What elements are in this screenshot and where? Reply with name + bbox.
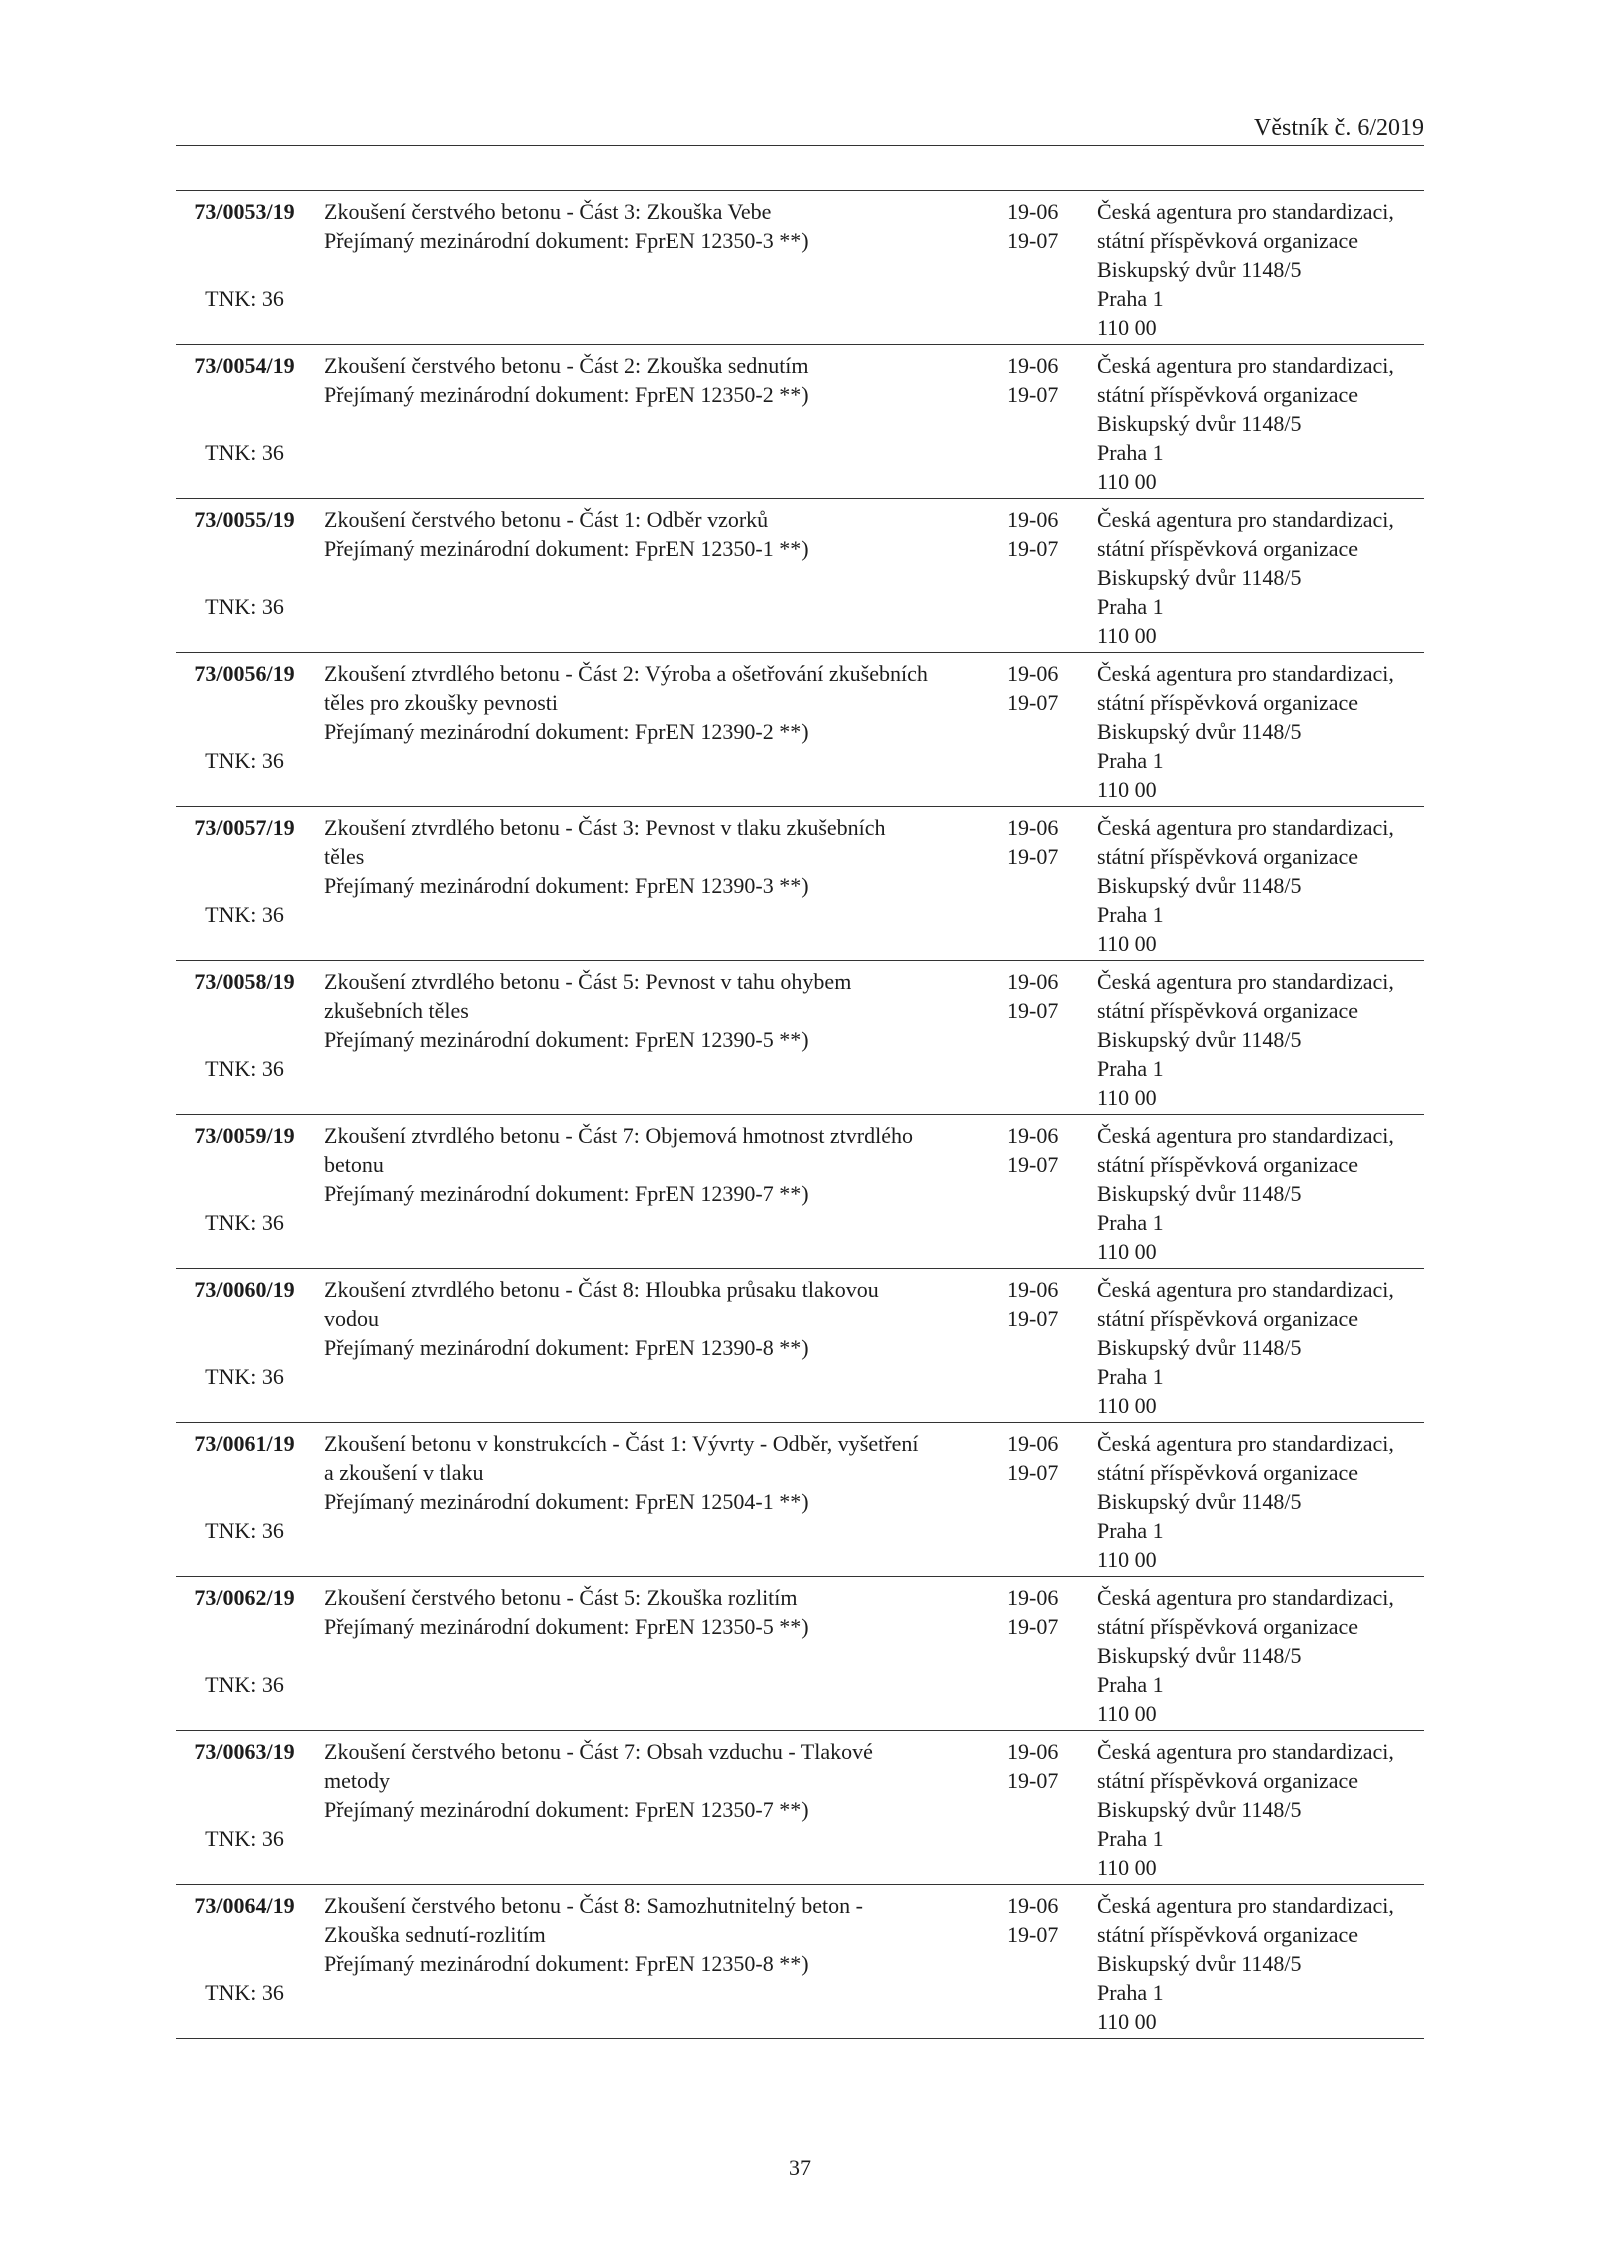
entry-title-line: těles bbox=[324, 844, 365, 869]
organization-line: státní příspěvková organizace bbox=[1097, 228, 1359, 253]
entry-title-line: vodou bbox=[324, 1306, 379, 1331]
entry-date: 19-06 bbox=[1007, 1123, 1059, 1148]
organization-line: Praha 1 bbox=[1097, 902, 1164, 927]
organization-line: Česká agentura pro standardizaci, bbox=[1097, 1893, 1394, 1918]
table-row bbox=[176, 961, 1424, 1115]
organization-line: Česká agentura pro standardizaci, bbox=[1097, 1431, 1394, 1456]
entry-date: 19-07 bbox=[1007, 1152, 1059, 1177]
entry-dates bbox=[1007, 1583, 1058, 1641]
entry-organization bbox=[1097, 967, 1394, 1112]
table-row bbox=[176, 653, 1424, 807]
entry-number: 73/0059/19 bbox=[194, 1123, 295, 1148]
entry-adopted-document: Přejímaný mezinárodní dokument: FprEN 12390-7 **) bbox=[324, 1181, 809, 1206]
entry-title-line: Zkoušení ztvrdlého betonu - Část 3: Pevnost v tlaku zkušebních bbox=[324, 815, 886, 840]
organization-line: Praha 1 bbox=[1097, 1980, 1164, 2005]
organization-line: Praha 1 bbox=[1097, 1364, 1164, 1389]
entry-date: 19-06 bbox=[1007, 199, 1059, 224]
entry-dates bbox=[1007, 1891, 1058, 1949]
entry-date: 19-07 bbox=[1007, 1614, 1059, 1639]
entry-title-block bbox=[324, 1737, 873, 1824]
organization-line: Biskupský dvůr 1148/5 bbox=[1097, 411, 1302, 436]
organization-line: 110 00 bbox=[1097, 777, 1157, 802]
entry-title-block bbox=[324, 1429, 918, 1516]
standards-table bbox=[176, 190, 1424, 2039]
entry-organization bbox=[1097, 1737, 1394, 1882]
entry-title-line: Zkoušení betonu v konstrukcích - Část 1: Vývrty - Odběr, vyšetření bbox=[324, 1431, 919, 1456]
entry-adopted-document: Přejímaný mezinárodní dokument: FprEN 12390-2 **) bbox=[324, 719, 809, 744]
organization-line: Česká agentura pro standardizaci, bbox=[1097, 1739, 1394, 1764]
organization-line: 110 00 bbox=[1097, 1085, 1157, 1110]
entry-organization bbox=[1097, 351, 1394, 496]
entry-title-line: Zkoušení čerstvého betonu - Část 7: Obsah vzduchu - Tlakové bbox=[324, 1739, 873, 1764]
organization-line: Biskupský dvůr 1148/5 bbox=[1097, 1797, 1302, 1822]
entry-date: 19-07 bbox=[1007, 844, 1059, 869]
entry-number: 73/0060/19 bbox=[194, 1277, 295, 1302]
table-row bbox=[176, 191, 1424, 345]
entry-date: 19-07 bbox=[1007, 1306, 1059, 1331]
entry-number: 73/0061/19 bbox=[194, 1431, 295, 1456]
table-row bbox=[176, 1885, 1424, 2039]
organization-line: Česká agentura pro standardizaci, bbox=[1097, 353, 1394, 378]
organization-line: Česká agentura pro standardizaci, bbox=[1097, 969, 1394, 994]
entry-adopted-document: Přejímaný mezinárodní dokument: FprEN 12350-2 **) bbox=[324, 382, 809, 407]
entry-title-block bbox=[324, 505, 809, 563]
entry-tnk: TNK: 36 bbox=[205, 1210, 284, 1235]
entry-adopted-document: Přejímaný mezinárodní dokument: FprEN 12350-8 **) bbox=[324, 1951, 809, 1976]
organization-line: Praha 1 bbox=[1097, 440, 1164, 465]
entry-organization bbox=[1097, 813, 1394, 958]
entry-title-block bbox=[324, 813, 886, 900]
entry-number: 73/0057/19 bbox=[194, 815, 295, 840]
organization-line: Praha 1 bbox=[1097, 1518, 1164, 1543]
entry-date: 19-07 bbox=[1007, 382, 1059, 407]
organization-line: Česká agentura pro standardizaci, bbox=[1097, 199, 1394, 224]
organization-line: 110 00 bbox=[1097, 469, 1157, 494]
entry-number: 73/0056/19 bbox=[194, 661, 295, 686]
organization-line: Biskupský dvůr 1148/5 bbox=[1097, 873, 1302, 898]
entry-dates bbox=[1007, 505, 1058, 563]
entry-number: 73/0058/19 bbox=[194, 969, 295, 994]
entry-date: 19-06 bbox=[1007, 1893, 1059, 1918]
organization-line: Praha 1 bbox=[1097, 286, 1164, 311]
entry-dates bbox=[1007, 813, 1058, 871]
organization-line: Biskupský dvůr 1148/5 bbox=[1097, 1335, 1302, 1360]
entry-organization bbox=[1097, 1121, 1394, 1266]
entry-tnk: TNK: 36 bbox=[205, 1056, 284, 1081]
entry-tnk: TNK: 36 bbox=[205, 286, 284, 311]
organization-line: 110 00 bbox=[1097, 1855, 1157, 1880]
entry-title-line: Zkoušení ztvrdlého betonu - Část 8: Hloubka průsaku tlakovou bbox=[324, 1277, 879, 1302]
organization-line: Biskupský dvůr 1148/5 bbox=[1097, 1643, 1302, 1668]
entry-title-block bbox=[324, 1583, 809, 1641]
entry-adopted-document: Přejímaný mezinárodní dokument: FprEN 12350-5 **) bbox=[324, 1614, 809, 1639]
entry-title-line: metody bbox=[324, 1768, 390, 1793]
organization-line: Česká agentura pro standardizaci, bbox=[1097, 1123, 1394, 1148]
organization-line: státní příspěvková organizace bbox=[1097, 1922, 1359, 1947]
entry-adopted-document: Přejímaný mezinárodní dokument: FprEN 12504-1 **) bbox=[324, 1489, 809, 1514]
entry-date: 19-06 bbox=[1007, 1277, 1059, 1302]
organization-line: Praha 1 bbox=[1097, 1210, 1164, 1235]
entry-tnk: TNK: 36 bbox=[205, 440, 284, 465]
entry-title-line: Zkoušení čerstvého betonu - Část 8: Samozhutnitelný beton - bbox=[324, 1893, 863, 1918]
entry-title-line: a zkoušení v tlaku bbox=[324, 1460, 484, 1485]
entry-adopted-document: Přejímaný mezinárodní dokument: FprEN 12350-3 **) bbox=[324, 228, 809, 253]
entry-number: 73/0054/19 bbox=[194, 353, 295, 378]
organization-line: Praha 1 bbox=[1097, 594, 1164, 619]
organization-line: Česká agentura pro standardizaci, bbox=[1097, 661, 1394, 686]
organization-line: Biskupský dvůr 1148/5 bbox=[1097, 1489, 1302, 1514]
entry-title-line: Zkoušení čerstvého betonu - Část 1: Odběr vzorků bbox=[324, 507, 769, 532]
entry-date: 19-06 bbox=[1007, 969, 1059, 994]
entry-tnk: TNK: 36 bbox=[205, 748, 284, 773]
entry-organization bbox=[1097, 1583, 1394, 1728]
entry-title-line: zkušebních těles bbox=[324, 998, 469, 1023]
organization-line: Česká agentura pro standardizaci, bbox=[1097, 1585, 1394, 1610]
entry-adopted-document: Přejímaný mezinárodní dokument: FprEN 12390-5 **) bbox=[324, 1027, 809, 1052]
organization-line: Biskupský dvůr 1148/5 bbox=[1097, 565, 1302, 590]
entry-title-line: těles pro zkoušky pevnosti bbox=[324, 690, 559, 715]
entry-tnk: TNK: 36 bbox=[205, 1364, 284, 1389]
table-row bbox=[176, 499, 1424, 653]
entry-date: 19-07 bbox=[1007, 1768, 1059, 1793]
entry-date: 19-07 bbox=[1007, 1922, 1059, 1947]
table-row bbox=[176, 807, 1424, 961]
entry-date: 19-07 bbox=[1007, 998, 1059, 1023]
organization-line: 110 00 bbox=[1097, 1701, 1157, 1726]
organization-line: Biskupský dvůr 1148/5 bbox=[1097, 1951, 1302, 1976]
entry-organization bbox=[1097, 197, 1394, 342]
entry-title-block bbox=[324, 197, 809, 255]
table-row bbox=[176, 1115, 1424, 1269]
entry-date: 19-06 bbox=[1007, 507, 1059, 532]
entry-organization bbox=[1097, 1429, 1394, 1574]
organization-line: státní příspěvková organizace bbox=[1097, 998, 1359, 1023]
entry-organization bbox=[1097, 1891, 1394, 2036]
journal-header-title: Věstník č. 6/2019 bbox=[1254, 115, 1424, 141]
entry-title-line: Zkoušení čerstvého betonu - Část 2: Zkouška sednutím bbox=[324, 353, 809, 378]
organization-line: Biskupský dvůr 1148/5 bbox=[1097, 257, 1302, 282]
entry-date: 19-06 bbox=[1007, 1739, 1059, 1764]
entry-dates bbox=[1007, 1737, 1058, 1795]
organization-line: státní příspěvková organizace bbox=[1097, 1460, 1359, 1485]
entry-tnk: TNK: 36 bbox=[205, 1826, 284, 1851]
organization-line: Česká agentura pro standardizaci, bbox=[1097, 507, 1394, 532]
organization-line: státní příspěvková organizace bbox=[1097, 1306, 1359, 1331]
entry-title-line: Zkoušení čerstvého betonu - Část 5: Zkouška rozlitím bbox=[324, 1585, 798, 1610]
entry-date: 19-06 bbox=[1007, 1585, 1059, 1610]
entry-date: 19-07 bbox=[1007, 690, 1059, 715]
entry-title-block bbox=[324, 351, 809, 409]
organization-line: Česká agentura pro standardizaci, bbox=[1097, 1277, 1394, 1302]
organization-line: 110 00 bbox=[1097, 1547, 1157, 1572]
entry-dates bbox=[1007, 1275, 1058, 1333]
entry-title-line: Zkoušení ztvrdlého betonu - Část 2: Výroba a ošetřování zkušebních bbox=[324, 661, 928, 686]
entry-tnk: TNK: 36 bbox=[205, 902, 284, 927]
table-row bbox=[176, 1731, 1424, 1885]
table-row bbox=[176, 345, 1424, 499]
entry-date: 19-06 bbox=[1007, 353, 1059, 378]
entry-adopted-document: Přejímaný mezinárodní dokument: FprEN 12390-3 **) bbox=[324, 873, 809, 898]
table-row bbox=[176, 1577, 1424, 1731]
entry-number: 73/0063/19 bbox=[194, 1739, 295, 1764]
page-number: 37 bbox=[789, 2155, 811, 2180]
organization-line: státní příspěvková organizace bbox=[1097, 844, 1359, 869]
entry-date: 19-06 bbox=[1007, 1431, 1059, 1456]
organization-line: Praha 1 bbox=[1097, 748, 1164, 773]
entry-number: 73/0064/19 bbox=[194, 1893, 295, 1918]
organization-line: státní příspěvková organizace bbox=[1097, 1768, 1359, 1793]
organization-line: státní příspěvková organizace bbox=[1097, 382, 1359, 407]
organization-line: 110 00 bbox=[1097, 315, 1157, 340]
entry-number: 73/0062/19 bbox=[194, 1585, 295, 1610]
header-divider bbox=[176, 145, 1424, 146]
organization-line: Biskupský dvůr 1148/5 bbox=[1097, 1181, 1302, 1206]
organization-line: státní příspěvková organizace bbox=[1097, 690, 1359, 715]
entry-date: 19-07 bbox=[1007, 228, 1059, 253]
entry-tnk: TNK: 36 bbox=[205, 1672, 284, 1697]
entry-title-line: Zkoušení ztvrdlého betonu - Část 5: Pevnost v tahu ohybem bbox=[324, 969, 852, 994]
entry-adopted-document: Přejímaný mezinárodní dokument: FprEN 12350-7 **) bbox=[324, 1797, 809, 1822]
entry-organization bbox=[1097, 1275, 1394, 1420]
table-row bbox=[176, 1269, 1424, 1423]
entry-dates bbox=[1007, 659, 1058, 717]
entry-number: 73/0053/19 bbox=[194, 199, 295, 224]
entry-organization bbox=[1097, 659, 1394, 804]
entry-title-block bbox=[324, 659, 928, 746]
organization-line: státní příspěvková organizace bbox=[1097, 1152, 1359, 1177]
entry-dates bbox=[1007, 1121, 1058, 1179]
organization-line: Česká agentura pro standardizaci, bbox=[1097, 815, 1394, 840]
entry-dates bbox=[1007, 197, 1058, 255]
table-row bbox=[176, 1423, 1424, 1577]
organization-line: 110 00 bbox=[1097, 623, 1157, 648]
entry-title-block bbox=[324, 1891, 863, 1978]
organization-line: státní příspěvková organizace bbox=[1097, 1614, 1359, 1639]
entry-title-line: betonu bbox=[324, 1152, 384, 1177]
entry-number: 73/0055/19 bbox=[194, 507, 295, 532]
organization-line: státní příspěvková organizace bbox=[1097, 536, 1359, 561]
entry-title-block bbox=[324, 1121, 913, 1208]
organization-line: 110 00 bbox=[1097, 1239, 1157, 1264]
entry-title-block bbox=[324, 967, 851, 1054]
organization-line: Praha 1 bbox=[1097, 1826, 1164, 1851]
organization-line: 110 00 bbox=[1097, 1393, 1157, 1418]
entry-dates bbox=[1007, 967, 1058, 1025]
entry-date: 19-07 bbox=[1007, 536, 1059, 561]
entry-dates bbox=[1007, 1429, 1058, 1487]
entry-adopted-document: Přejímaný mezinárodní dokument: FprEN 12350-1 **) bbox=[324, 536, 809, 561]
organization-line: Praha 1 bbox=[1097, 1056, 1164, 1081]
organization-line: Biskupský dvůr 1148/5 bbox=[1097, 719, 1302, 744]
entry-tnk: TNK: 36 bbox=[205, 594, 284, 619]
organization-line: 110 00 bbox=[1097, 931, 1157, 956]
entry-adopted-document: Přejímaný mezinárodní dokument: FprEN 12390-8 **) bbox=[324, 1335, 809, 1360]
entry-title-block bbox=[324, 1275, 879, 1362]
entry-date: 19-07 bbox=[1007, 1460, 1059, 1485]
entry-title-line: Zkoušení čerstvého betonu - Část 3: Zkouška Vebe bbox=[324, 199, 772, 224]
entry-date: 19-06 bbox=[1007, 815, 1059, 840]
entry-organization bbox=[1097, 505, 1394, 650]
entry-title-line: Zkoušení ztvrdlého betonu - Část 7: Objemová hmotnost ztvrdlého bbox=[324, 1123, 914, 1148]
organization-line: 110 00 bbox=[1097, 2009, 1157, 2034]
organization-line: Biskupský dvůr 1148/5 bbox=[1097, 1027, 1302, 1052]
organization-line: Praha 1 bbox=[1097, 1672, 1164, 1697]
entry-title-line: Zkouška sednutí-rozlitím bbox=[324, 1922, 546, 1947]
entry-tnk: TNK: 36 bbox=[205, 1980, 284, 2005]
entry-tnk: TNK: 36 bbox=[205, 1518, 284, 1543]
entry-dates bbox=[1007, 351, 1058, 409]
entry-date: 19-06 bbox=[1007, 661, 1059, 686]
